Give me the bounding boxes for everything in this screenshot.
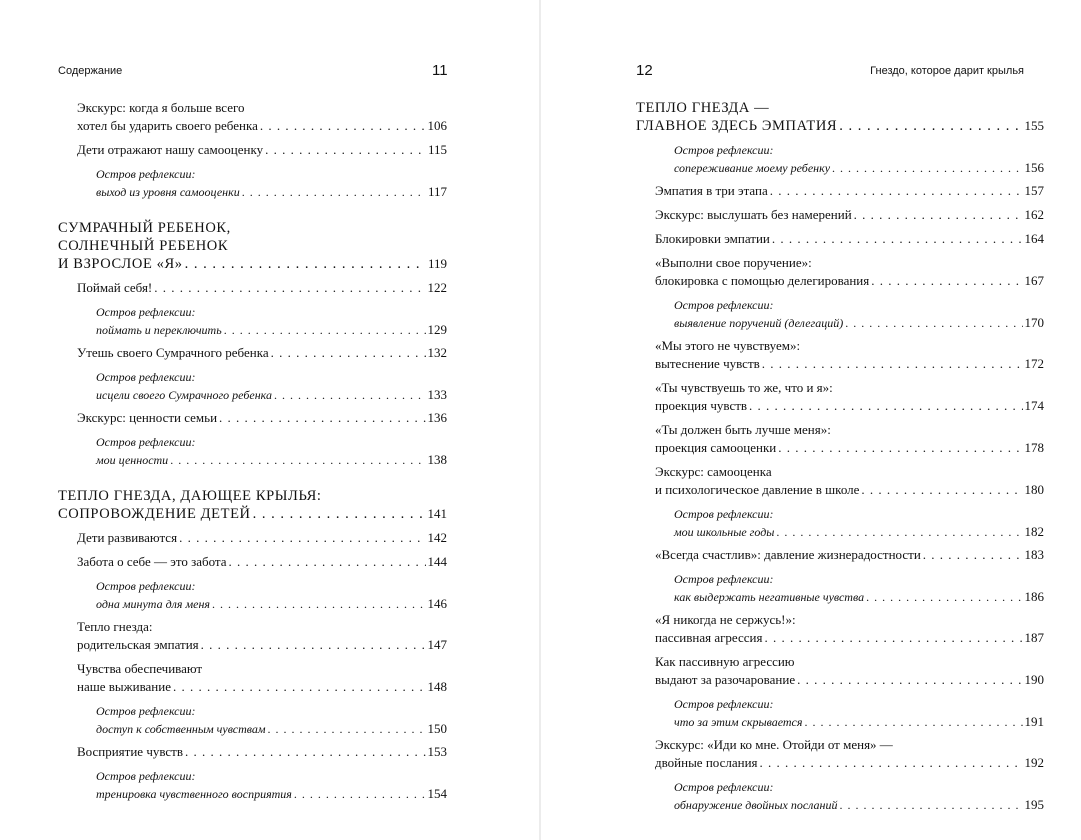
dot-leader <box>253 505 426 523</box>
toc-entry-text: доступ к собственным чувствам <box>96 722 266 736</box>
toc-entry <box>636 546 1044 564</box>
toc-reflection-entry <box>636 695 1044 731</box>
toc-entry-text: «Ты должен быть лучше меня»: <box>655 422 831 437</box>
dot-leader <box>212 595 425 613</box>
toc-entry-text: Остров рефлексии: <box>674 780 774 794</box>
dot-leader <box>770 182 1023 200</box>
toc-list <box>58 99 447 808</box>
dot-leader <box>242 183 426 201</box>
dot-leader <box>765 629 1023 647</box>
toc-page-number: 172 <box>1024 356 1044 371</box>
toc-entry-text: как выдержать негативные чувства <box>674 590 865 604</box>
toc-entry-text: наше выживание <box>77 679 171 694</box>
toc-entry <box>58 660 447 696</box>
dot-leader <box>294 785 426 803</box>
toc-entry <box>636 421 1044 457</box>
toc-entry <box>58 409 447 427</box>
toc-page-number: 191 <box>1024 714 1044 729</box>
dot-leader <box>762 355 1023 373</box>
toc-entry-text: Остров рефлексии: <box>96 435 196 449</box>
toc-page-number: 155 <box>1024 118 1044 133</box>
toc-entry-text: хотел бы ударить своего ребенка <box>77 118 258 133</box>
dot-leader <box>260 117 426 135</box>
toc-page-number: 156 <box>1024 160 1044 175</box>
toc-entry-text: Экскурс: самооценка <box>655 464 772 479</box>
toc-entry-text: Остров рефлексии: <box>96 167 196 181</box>
dot-leader <box>219 409 425 427</box>
dot-leader <box>861 481 1022 499</box>
toc-entry-text: и психологическое давление в школе <box>655 482 860 497</box>
page-number: 11 <box>432 62 448 79</box>
toc-page-number: 162 <box>1024 207 1044 222</box>
toc-entry-text: Экскурс: ценности семьи <box>77 410 218 425</box>
toc-page-number: 146 <box>427 596 447 611</box>
toc-entry-text: Утешь своего Сумрачного ребенка <box>77 345 269 360</box>
dot-leader <box>185 743 425 761</box>
dot-leader <box>170 451 425 469</box>
toc-entry-text: мои школьные годы <box>674 525 775 539</box>
toc-entry-text: одна минута для меня <box>96 597 211 611</box>
toc-reflection-entry <box>58 702 447 738</box>
right-page <box>541 0 1081 840</box>
toc-entry <box>58 618 447 654</box>
toc-page-number: 183 <box>1024 547 1044 562</box>
dot-leader <box>760 754 1023 772</box>
toc-entry-text: «Я никогда не сержусь!»: <box>655 612 796 627</box>
dot-leader <box>776 523 1022 541</box>
toc-entry <box>58 279 447 297</box>
toc-reflection-entry <box>58 577 447 613</box>
dot-leader <box>854 206 1023 224</box>
toc-entry-text: Поймай себя! <box>77 280 153 295</box>
toc-entry-text: поймать и переключить <box>96 323 222 337</box>
toc-page-number: 180 <box>1024 482 1044 497</box>
toc-entry-text: Остров рефлексии: <box>674 697 774 711</box>
toc-reflection-entry <box>636 141 1044 177</box>
toc-page-number: 144 <box>427 554 447 569</box>
toc-reflection-entry <box>58 303 447 339</box>
toc-entry <box>636 206 1044 224</box>
toc-reflection-entry <box>636 296 1044 332</box>
toc-entry <box>58 141 447 159</box>
dot-leader <box>201 636 426 654</box>
dot-leader <box>778 439 1022 457</box>
toc-page-number: 182 <box>1024 524 1044 539</box>
dot-leader <box>749 397 1022 415</box>
running-header: Содержание <box>58 65 123 77</box>
toc-entry-text: выход из уровня самооценки <box>96 185 240 199</box>
toc-reflection-entry <box>58 433 447 469</box>
toc-entry-text: Экскурс: «Иди ко мне. Отойди от меня» — <box>655 737 893 752</box>
toc-entry-text: Блокировки эмпатии <box>655 231 770 246</box>
toc-entry <box>636 337 1044 373</box>
toc-entry-text: выявление поручений (делегаций) <box>674 316 844 330</box>
toc-page-number: 141 <box>427 506 447 521</box>
toc-section-heading <box>58 219 447 273</box>
toc-section-heading <box>58 487 447 523</box>
toc-entry <box>58 529 447 547</box>
toc-entry-text: блокировка с помощью делегирования <box>655 273 870 288</box>
toc-entry-text: Остров рефлексии: <box>96 370 196 384</box>
toc-page-number: 178 <box>1024 440 1044 455</box>
toc-entry-text: «Выполни свое поручение»: <box>655 255 812 270</box>
toc-entry-text: что за этим скрывается <box>674 715 803 729</box>
toc-entry-text: выдают за разочарование <box>655 672 796 687</box>
toc-page-number: 142 <box>427 530 447 545</box>
toc-page-number: 174 <box>1024 398 1044 413</box>
toc-page-number: 170 <box>1024 315 1044 330</box>
toc-entry-text: Тепло гнезда: <box>77 619 153 634</box>
toc-entry <box>58 99 447 135</box>
toc-entry <box>636 736 1044 772</box>
toc-entry-text: Экскурс: когда я больше всего <box>77 100 245 115</box>
toc-entry-text: Остров рефлексии: <box>96 704 196 718</box>
toc-entry <box>636 230 1044 248</box>
toc-entry-text: Эмпатия в три этапа <box>655 183 768 198</box>
toc-page-number: 115 <box>427 142 447 157</box>
toc-entry-text: тренировка чувственного восприятия <box>96 787 292 801</box>
toc-page-number: 138 <box>427 452 447 467</box>
toc-page-number: 106 <box>427 118 447 133</box>
toc-entry-text: ТЕПЛО ГНЕЗДА, ДАЮЩЕЕ КРЫЛЬЯ: <box>58 488 322 504</box>
toc-list <box>636 99 1044 819</box>
dot-leader <box>923 546 1023 564</box>
toc-entry-text: Дети развиваются <box>77 530 178 545</box>
toc-page-number: 148 <box>427 679 447 694</box>
toc-page-number: 133 <box>427 387 447 402</box>
toc-page-number: 129 <box>427 322 447 337</box>
toc-entry-text: «Ты чувствуешь то же, что и я»: <box>655 380 833 395</box>
dot-leader <box>840 796 1023 814</box>
toc-entry-text: проекция чувств <box>655 398 748 413</box>
toc-page-number: 132 <box>427 345 447 360</box>
toc-page-number: 150 <box>427 721 447 736</box>
toc-entry <box>58 553 447 571</box>
toc-entry <box>636 379 1044 415</box>
toc-entry-text: И ВЗРОСЛОЕ «Я» <box>58 256 183 272</box>
toc-section-heading <box>636 99 1044 135</box>
toc-entry <box>636 254 1044 290</box>
toc-entry-text: мои ценности <box>96 453 169 467</box>
toc-entry-text: сопереживание моему ребенку <box>674 161 831 175</box>
toc-entry-text: вытеснение чувств <box>655 356 760 371</box>
toc-entry-text: Как пассивную агрессию <box>655 654 795 669</box>
toc-entry <box>636 611 1044 647</box>
dot-leader <box>154 279 425 297</box>
toc-page-number: 187 <box>1024 630 1044 645</box>
toc-page-number: 153 <box>427 744 447 759</box>
toc-entry-text: ГЛАВНОЕ ЗДЕСЬ ЭМПАТИЯ <box>636 118 838 134</box>
dot-leader <box>866 588 1022 606</box>
toc-entry-text: Забота о себе — это забота <box>77 554 227 569</box>
toc-entry-text: ТЕПЛО ГНЕЗДА — <box>636 100 770 116</box>
toc-reflection-entry <box>636 778 1044 814</box>
toc-entry-text: двойные послания <box>655 755 758 770</box>
toc-entry <box>58 344 447 362</box>
toc-entry-text: пассивная агрессия <box>655 630 763 645</box>
toc-page-number: 117 <box>427 184 447 199</box>
dot-leader <box>839 117 1022 135</box>
toc-page-number: 164 <box>1024 231 1044 246</box>
dot-leader <box>772 230 1023 248</box>
toc-entry-text: Дети отражают нашу самооценку <box>77 142 264 157</box>
dot-leader <box>274 386 426 404</box>
toc-page-number: 192 <box>1024 755 1044 770</box>
toc-entry-text: Остров рефлексии: <box>674 143 774 157</box>
dot-leader <box>179 529 425 547</box>
toc-reflection-entry <box>58 368 447 404</box>
toc-entry <box>636 653 1044 689</box>
toc-entry-text: Экскурс: выслушать без намерений <box>655 207 852 222</box>
dot-leader <box>804 713 1022 731</box>
dot-leader <box>871 272 1022 290</box>
dot-leader <box>845 314 1022 332</box>
dot-leader <box>271 344 426 362</box>
toc-page-number: 186 <box>1024 589 1044 604</box>
toc-entry <box>636 182 1044 200</box>
toc-entry-text: родительская эмпатия <box>77 637 199 652</box>
running-header: Гнездо, которое дарит крылья <box>870 65 1024 77</box>
toc-page-number: 154 <box>427 786 447 801</box>
dot-leader <box>185 255 426 273</box>
toc-entry-text: Остров рефлексии: <box>674 572 774 586</box>
toc-entry-text: проекция самооценки <box>655 440 777 455</box>
toc-entry-text: СОЛНЕЧНЫЙ РЕБЕНОК <box>58 238 229 254</box>
toc-entry <box>636 463 1044 499</box>
toc-reflection-entry <box>636 570 1044 606</box>
toc-page-number: 147 <box>427 637 447 652</box>
dot-leader <box>268 720 426 738</box>
toc-reflection-entry <box>58 767 447 803</box>
dot-leader <box>224 321 426 339</box>
toc-entry-text: обнаружение двойных посланий <box>674 798 838 812</box>
toc-entry-text: СОПРОВОЖДЕНИЕ ДЕТЕЙ <box>58 506 251 522</box>
left-page <box>0 0 540 840</box>
toc-page-number: 136 <box>427 410 447 425</box>
toc-entry-text: Восприятие чувств <box>77 744 184 759</box>
toc-entry-text: Остров рефлексии: <box>674 507 774 521</box>
dot-leader <box>173 678 426 696</box>
toc-page-number: 157 <box>1024 183 1044 198</box>
dot-leader <box>229 553 426 571</box>
toc-reflection-entry <box>636 505 1044 541</box>
page-number: 12 <box>636 62 653 79</box>
toc-page-number: 190 <box>1024 672 1044 687</box>
toc-entry-text: Остров рефлексии: <box>96 305 196 319</box>
toc-entry-text: Остров рефлексии: <box>96 579 196 593</box>
toc-entry-text: Остров рефлексии: <box>674 298 774 312</box>
toc-entry-text: Остров рефлексии: <box>96 769 196 783</box>
toc-page-number: 167 <box>1024 273 1044 288</box>
toc-entry-text: исцели своего Сумрачного ребенка <box>96 388 272 402</box>
dot-leader <box>265 141 426 159</box>
toc-entry-text: Чувства обеспечивают <box>77 661 203 676</box>
toc-page-number: 119 <box>427 256 447 271</box>
toc-entry-text: «Всегда счастлив»: давление жизнерадостности <box>655 547 921 562</box>
toc-entry-text: «Мы этого не чувствуем»: <box>655 338 801 353</box>
toc-page-number: 195 <box>1024 797 1044 812</box>
toc-reflection-entry <box>58 165 447 201</box>
toc-page-number: 122 <box>427 280 447 295</box>
toc-entry-text: СУМРАЧНЫЙ РЕБЕНОК, <box>58 220 231 236</box>
toc-entry <box>58 743 447 761</box>
dot-leader <box>797 671 1022 689</box>
dot-leader <box>832 159 1022 177</box>
